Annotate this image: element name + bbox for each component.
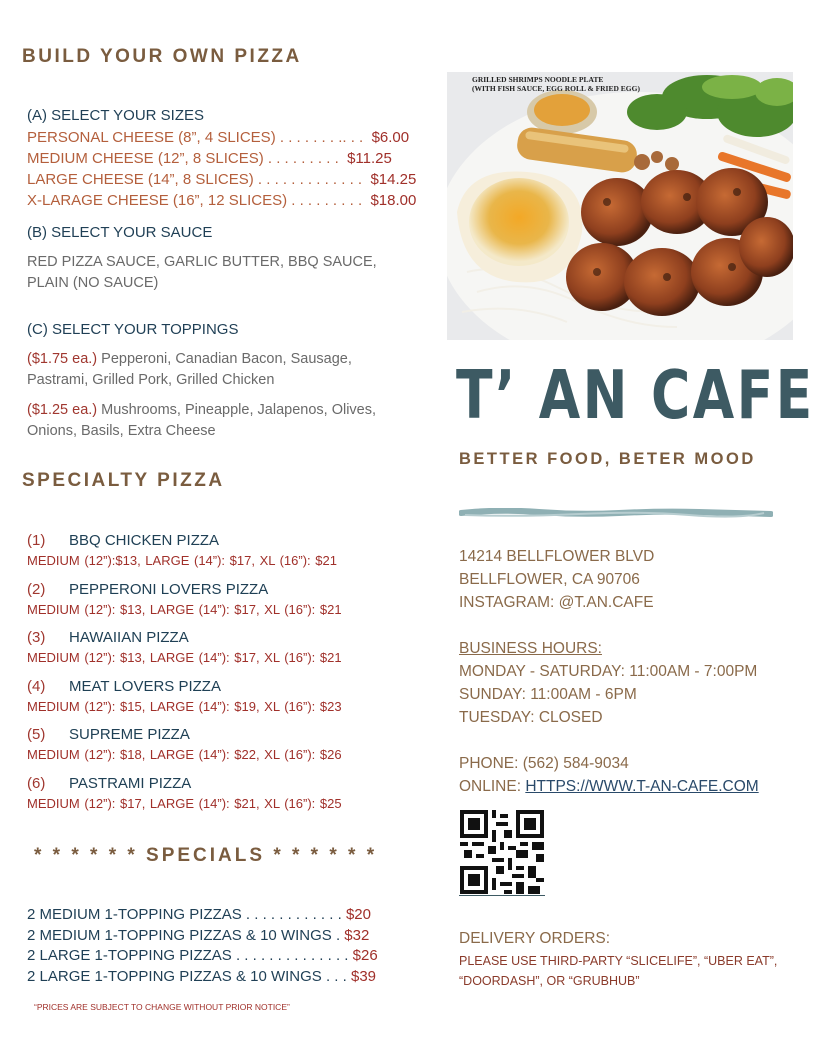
special-label: 2 LARGE 1-TOPPING PIZZAS . . . . . . . . . . . . . .	[27, 947, 349, 964]
pizza-number: (5)	[27, 726, 46, 743]
specials-title: * * * * * * SPECIALS * * * * * *	[34, 845, 378, 866]
brush-divider	[459, 505, 773, 515]
topping-items: Pepperoni, Canadian Bacon, Sausage, Pastrami, Grilled Pork, Grilled Chicken	[27, 351, 352, 388]
pizza-item	[27, 678, 427, 727]
address-line-2: BELLFLOWER, CA 90706	[459, 571, 640, 588]
size-price: $14.25	[370, 171, 417, 188]
hours-tuesday: TUESDAY: CLOSED	[459, 709, 603, 726]
special-item	[27, 967, 378, 988]
hours-mon-sat: MONDAY - SATURDAY: 11:00AM - 7:00PM	[459, 663, 758, 680]
size-label: LARGE CHEESE (14”, 8 SLICES) . . . . . . . . . . . . .	[27, 171, 363, 188]
size-price: $11.25	[347, 150, 392, 167]
pizza-prices: MEDIUM (12”): $13, LARGE (14”): $17, XL (16”): $21	[27, 601, 342, 617]
special-label: 2 MEDIUM 1-TOPPING PIZZAS . . . . . . . . . . . .	[27, 906, 342, 923]
food-photo-illustration	[447, 72, 793, 340]
specials-list	[27, 905, 378, 987]
pizza-name: PASTRAMI PIZZA	[69, 774, 192, 792]
pizza-name: SUPREME PIZZA	[69, 726, 190, 743]
pizza-item	[27, 629, 427, 678]
sizes-list	[27, 127, 416, 211]
qr-code[interactable]	[460, 810, 544, 894]
pizza-item	[27, 532, 427, 581]
pizza-name: HAWAIIAN PIZZA	[69, 629, 189, 646]
website-link[interactable]: HTTPS://WWW.T-AN-CAFE.COM	[525, 778, 759, 795]
special-price: $32	[344, 926, 370, 944]
pizza-prices: MEDIUM (12”): $17, LARGE (14”): $21, XL (16”): $25	[27, 795, 342, 811]
online-line	[459, 775, 759, 798]
size-label: PERSONAL CHEESE (8”, 4 SLICES) . . . . . . . .. . .	[27, 129, 364, 146]
topping-price: ($1.25 ea.)	[27, 402, 98, 418]
cafe-name: T’ AN CAFE	[456, 356, 815, 434]
pizza-name: BBQ CHICKEN PIZZA	[69, 532, 220, 549]
hours-heading: BUSINESS HOURS:	[459, 640, 602, 657]
photo-caption-line-2: (WITH FISH SAUCE, EGG ROLL & FRIED EGG)	[472, 84, 640, 93]
size-price: $6.00	[371, 129, 410, 146]
size-item	[27, 148, 416, 169]
topping-price: ($1.75 ea.)	[27, 351, 98, 367]
special-item	[27, 926, 378, 947]
special-price: $20	[345, 906, 371, 923]
pizza-item	[27, 581, 427, 630]
address-line-1: 14214 BELLFLOWER BLVD	[459, 548, 655, 565]
size-item	[27, 127, 416, 148]
pizza-prices: MEDIUM (12”):$13, LARGE (14”): $17, XL (16”): $21	[27, 553, 337, 568]
qr-underline	[459, 895, 545, 896]
pizza-prices: MEDIUM (12”): $18, LARGE (14”): $22, XL (16”): $26	[27, 747, 342, 762]
pizza-item	[27, 726, 427, 775]
pizza-number: (1)	[27, 532, 46, 549]
pizza-name: PEPPERONI LOVERS PIZZA	[69, 580, 269, 598]
specialty-list	[27, 532, 427, 823]
photo-caption-line-1: GRILLED SHRIMPS NOODLE PLATE	[472, 75, 604, 84]
special-item	[27, 946, 378, 967]
special-item	[27, 905, 378, 926]
size-label: MEDIUM CHEESE (12”, 8 SLICES) . . . . . . . . .	[27, 150, 339, 167]
toppings-group	[27, 349, 417, 391]
delivery-text: PLEASE USE THIRD-PARTY “SLICELIFE”, “UBER EAT”, “DOORDASH”, OR “GRUBHUB”	[459, 954, 778, 988]
special-label: 2 MEDIUM 1-TOPPING PIZZAS & 10 WINGS .	[27, 926, 341, 944]
pizza-prices: MEDIUM (12”): $13, LARGE (14”): $17, XL (16”): $21	[27, 650, 342, 665]
toppings-group	[27, 400, 417, 442]
pizza-number: (4)	[27, 677, 46, 695]
food-photo	[447, 72, 793, 340]
sizes-heading: (A) SELECT YOUR SIZES	[27, 107, 204, 124]
sauce-text: RED PIZZA SAUCE, GARLIC BUTTER, BBQ SAUCE, PLAIN (NO SAUCE)	[27, 254, 377, 291]
qr-code-graphic	[460, 810, 544, 894]
phone-number: PHONE: (562) 584-9034	[459, 755, 629, 772]
pizza-number: (6)	[27, 774, 46, 792]
size-item	[27, 190, 416, 211]
size-label: X-LARAGE CHEESE (16”, 12 SLICES) . . . . . . . . .	[27, 192, 363, 209]
specialty-pizza-title: SPECIALTY PIZZA	[22, 470, 225, 491]
special-price: $39	[350, 967, 377, 985]
pizza-name: MEAT LOVERS PIZZA	[69, 677, 221, 695]
delivery-heading: DELIVERY ORDERS:	[459, 930, 611, 947]
hours-sunday: SUNDAY: 11:00AM - 6PM	[459, 686, 637, 703]
pizza-number: (3)	[27, 629, 46, 646]
price-disclaimer: “PRICES ARE SUBJECT TO CHANGE WITHOUT PRIOR NOTICE”	[34, 1002, 290, 1012]
toppings-heading: (C) SELECT YOUR TOPPINGS	[27, 321, 239, 338]
size-item	[27, 169, 416, 190]
pizza-item	[27, 775, 427, 824]
topping-items: Mushrooms, Pineapple, Jalapenos, Olives, Onions, Basils, Extra Cheese	[27, 402, 377, 439]
special-label: 2 LARGE 1-TOPPING PIZZAS & 10 WINGS . . .	[27, 967, 347, 985]
tagline: BETTER FOOD, BETER MOOD	[459, 450, 756, 468]
pizza-prices: MEDIUM (12”): $15, LARGE (14”): $19, XL (16”): $23	[27, 698, 342, 714]
contact-block	[459, 545, 759, 798]
pizza-number: (2)	[27, 580, 46, 598]
online-label: ONLINE:	[459, 778, 526, 795]
sauce-heading: (B) SELECT YOUR SAUCE	[27, 224, 213, 241]
special-price: $26	[352, 947, 378, 964]
instagram-handle: INSTAGRAM: @T.AN.CAFE	[459, 594, 654, 611]
size-price: $18.00	[370, 192, 417, 209]
build-your-own-title: BUILD YOUR OWN PIZZA	[22, 46, 302, 67]
